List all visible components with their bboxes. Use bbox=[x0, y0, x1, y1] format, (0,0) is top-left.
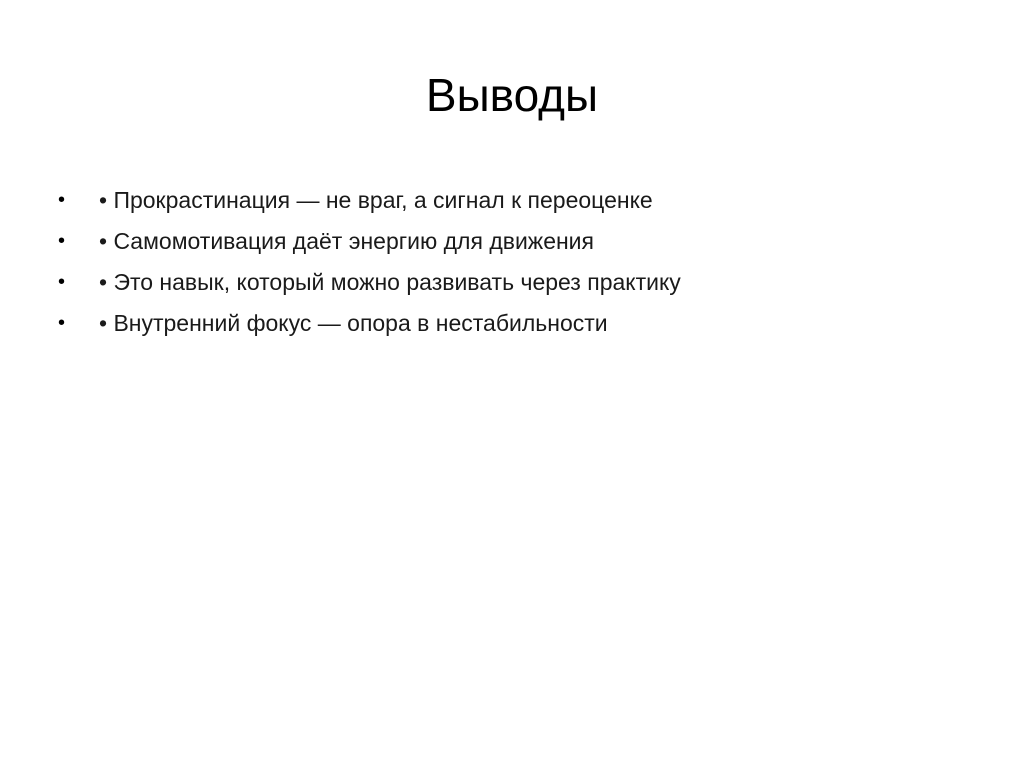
bullet-text: • Это навык, который можно развивать через практику bbox=[99, 269, 681, 295]
bullet-text: • Внутренний фокус — опора в нестабильности bbox=[99, 310, 608, 336]
bullet-icon: • bbox=[58, 230, 66, 252]
bullet-list bbox=[58, 180, 978, 344]
bullet-icon: • bbox=[58, 312, 66, 334]
list-item bbox=[58, 180, 978, 221]
list-item bbox=[58, 221, 978, 262]
slide-title: Выводы bbox=[425, 69, 599, 121]
bullet-icon: • bbox=[58, 189, 66, 211]
list-item bbox=[58, 303, 978, 344]
bullet-text: • Прокрастинация — не враг, а сигнал к переоценке bbox=[99, 187, 653, 213]
bullet-icon: • bbox=[58, 271, 66, 293]
bullet-text: • Самомотивация даёт энергию для движения bbox=[99, 228, 594, 254]
list-item bbox=[58, 262, 978, 303]
